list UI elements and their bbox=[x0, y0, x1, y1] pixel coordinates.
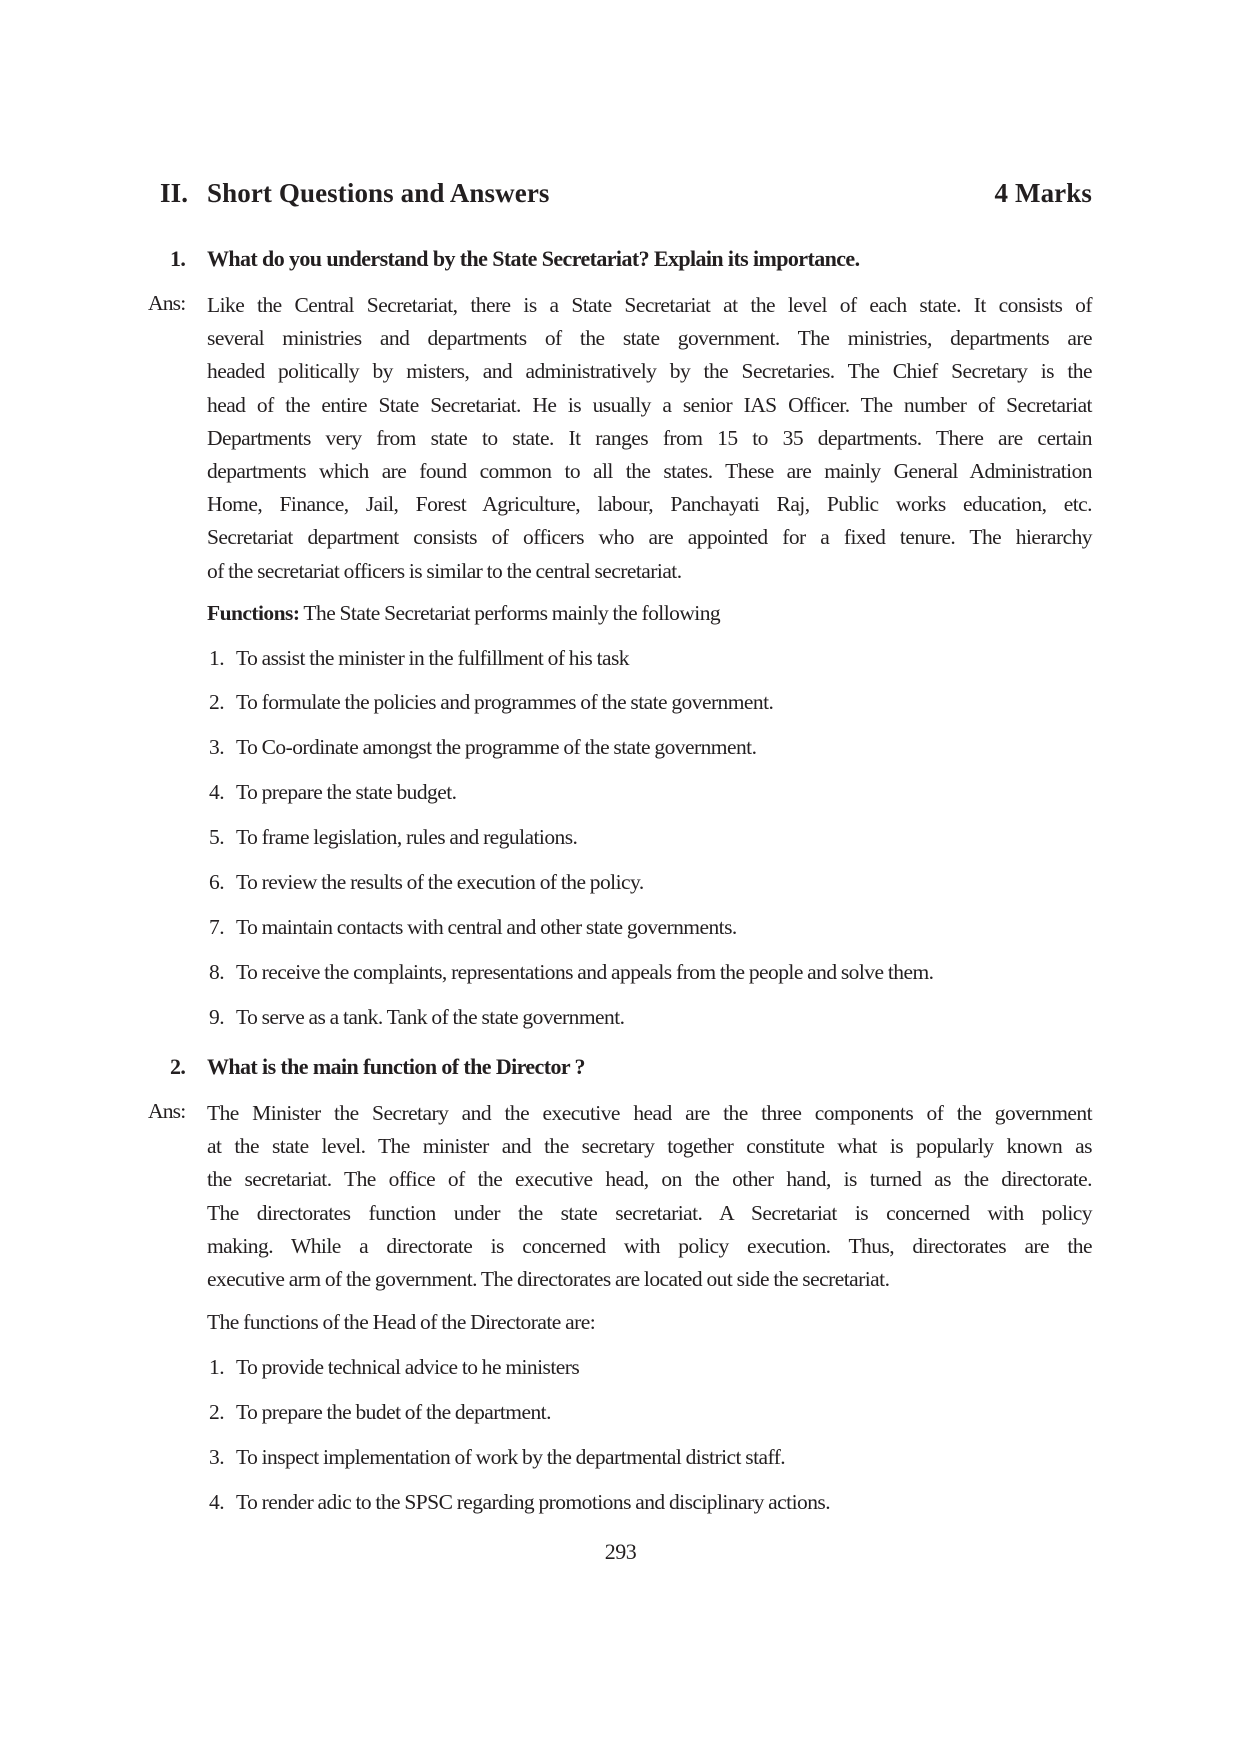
paragraph-line: Secretariat department consists of officers who are appointed for a fixed tenure. The hierarchy bbox=[207, 525, 1092, 550]
list-item-number: 8. bbox=[209, 960, 225, 984]
functions-intro-text: The State Secretariat performs mainly the following bbox=[299, 601, 721, 625]
list-item-number: 1. bbox=[209, 646, 225, 670]
list-item-number: 2. bbox=[209, 1400, 225, 1424]
paragraph-line: Departments very from state to state. It ranges from 15 to 35 departments. There are certain bbox=[207, 425, 1092, 450]
list-item-text: To serve as a tank. Tank of the state government. bbox=[236, 1005, 625, 1029]
list-item-number: 5. bbox=[209, 825, 225, 849]
paragraph-line: several ministries and departments of the state government. The ministries, departments are bbox=[207, 326, 1092, 351]
list-item-number: 3. bbox=[209, 735, 225, 759]
list-item-number: 9. bbox=[209, 1005, 225, 1029]
paragraph-line: Like the Central Secretariat, there is a State Secretariat at the level of each state. It consists of bbox=[207, 293, 1092, 317]
list-item-number: 7. bbox=[209, 915, 225, 939]
list-item-number: 4. bbox=[209, 780, 225, 804]
paragraph-line: Home, Finance, Jail, Forest Agriculture, labour, Panchayati Raj, Public works education, etc. bbox=[207, 492, 1092, 517]
answer-label: Ans: bbox=[148, 1099, 186, 1123]
paragraph-line: The Minister the Secretary and the executive head are the three components of the government bbox=[207, 1101, 1092, 1125]
paragraph-line: making. While a directorate is concerned with policy execution. Thus, directorates are the bbox=[207, 1233, 1092, 1258]
list-item-text: To render adic to the SPSC regarding promotions and disciplinary actions. bbox=[236, 1490, 831, 1514]
list-item-number: 6. bbox=[209, 870, 225, 894]
paragraph-line: the secretariat. The office of the executive head, on the other hand, is turned as the directorate. bbox=[207, 1167, 1092, 1192]
list-item-text: To frame legislation, rules and regulations. bbox=[236, 825, 578, 849]
list-item-text: To provide technical advice to he ministers bbox=[236, 1355, 580, 1379]
directorate-functions-intro: The functions of the Head of the Directorate are: bbox=[207, 1310, 596, 1334]
paragraph-line: executive arm of the government. The directorates are located out side the secretariat. bbox=[207, 1267, 890, 1292]
list-item-text: To prepare the budet of the department. bbox=[236, 1400, 551, 1424]
section-heading bbox=[160, 178, 1092, 209]
list-item-text: To inspect implementation of work by the departmental district staff. bbox=[236, 1445, 786, 1469]
answer-label: Ans: bbox=[148, 291, 186, 315]
list-item-number: 4. bbox=[209, 1490, 225, 1514]
list-item-text: To formulate the policies and programmes of the state government. bbox=[236, 690, 774, 714]
section-title: Short Questions and Answers bbox=[207, 178, 550, 208]
question-1 bbox=[170, 246, 1070, 276]
question-text: What do you understand by the State Secretariat? Explain its importance. bbox=[207, 246, 860, 271]
list-item-number: 2. bbox=[209, 690, 225, 714]
list-item-text: To prepare the state budget. bbox=[236, 780, 457, 804]
question-number: 2. bbox=[170, 1054, 186, 1079]
paragraph-line: headed politically by misters, and administratively by the Secretaries. The Chief Secretary is the bbox=[207, 359, 1092, 384]
functions-label: Functions: bbox=[207, 601, 300, 625]
paragraph-line: of the secretariat officers is similar to the central secretariat. bbox=[207, 558, 682, 583]
answer-2-paragraph bbox=[207, 1097, 1092, 1296]
section-marks: 4 Marks bbox=[994, 178, 1092, 208]
list-item-number: 1. bbox=[209, 1355, 225, 1379]
paragraph-line: departments which are found common to all the states. These are mainly General Administration bbox=[207, 459, 1092, 484]
question-text: What is the main function of the Director ? bbox=[207, 1054, 585, 1079]
list-item-text: To maintain contacts with central and other state governments. bbox=[236, 915, 737, 939]
list-item-text: To review the results of the execution of the policy. bbox=[236, 870, 644, 894]
paragraph-line: The directorates function under the state secretariat. A Secretariat is concerned with policy bbox=[207, 1200, 1092, 1225]
paragraph-line: head of the entire State Secretariat. He is usually a senior IAS Officer. The number of Secretariat bbox=[207, 392, 1092, 417]
paragraph-line: at the state level. The minister and the secretary together constitute what is popularly known as bbox=[207, 1134, 1092, 1159]
functions-intro bbox=[207, 601, 720, 626]
list-item-text: To assist the minister in the fulfillment of his task bbox=[236, 646, 630, 670]
list-item-text: To Co-ordinate amongst the programme of the state government. bbox=[236, 735, 757, 759]
section-title-group bbox=[160, 178, 550, 209]
section-number: II. bbox=[160, 178, 189, 208]
question-2 bbox=[170, 1054, 1070, 1084]
list-item-text: To receive the complaints, representations and appeals from the people and solve them. bbox=[236, 960, 934, 984]
list-item-number: 3. bbox=[209, 1445, 225, 1469]
page-number: 293 bbox=[604, 1539, 637, 1564]
question-number: 1. bbox=[170, 246, 186, 271]
answer-1-paragraph bbox=[207, 289, 1092, 588]
